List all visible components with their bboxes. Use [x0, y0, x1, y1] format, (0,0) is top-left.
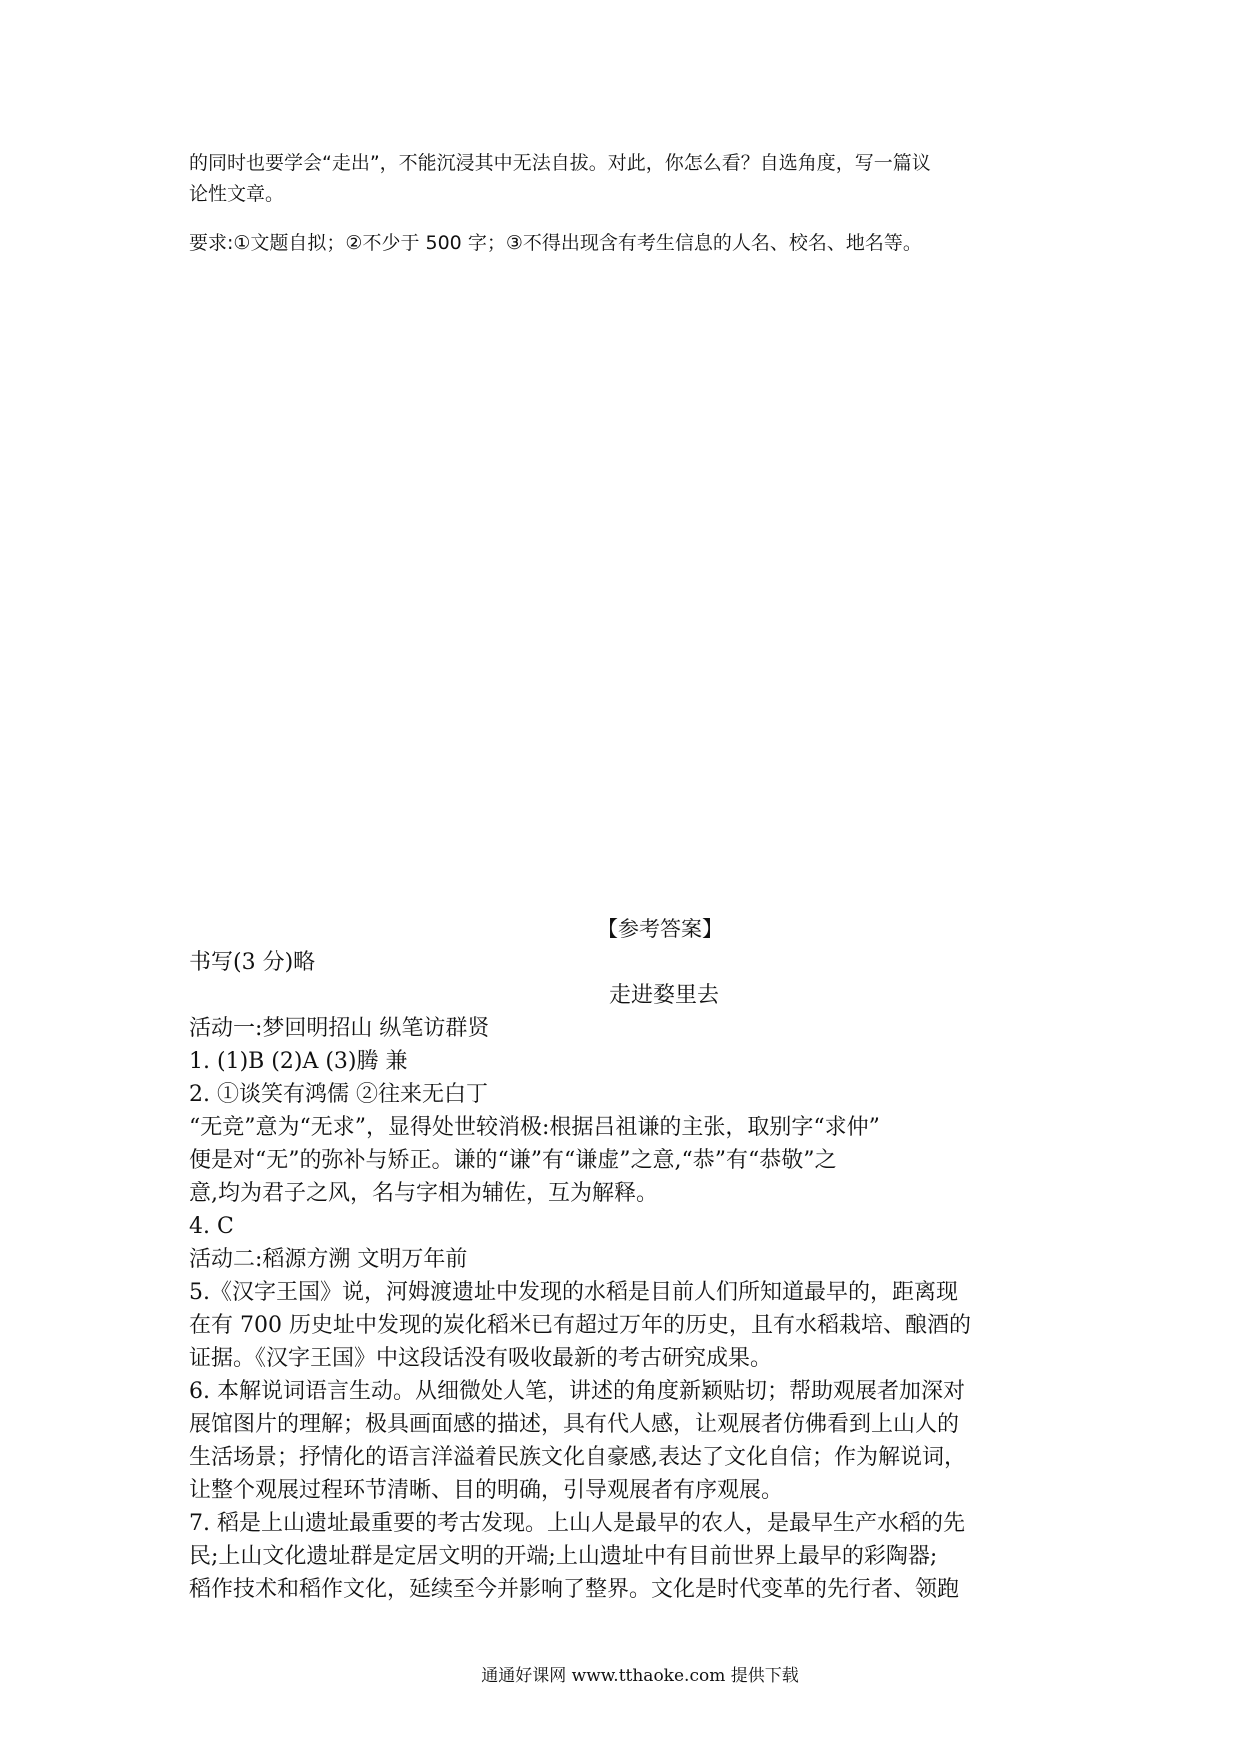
- activity-2-title: 活动二:稻源方溯 文明万年前: [189, 1247, 468, 1272]
- answer-7-line-1: 7. 稻是上山遗址最重要的考古发现。上山人是最早的农人，是最早生产水稻的先: [189, 1511, 965, 1536]
- answer-4: 4. C: [189, 1214, 234, 1239]
- prompt-line-2: 论性文章。: [189, 183, 285, 205]
- answer-6-line-4: 让整个观展过程环节清晰、目的明确，引导观展者有序观展。: [189, 1478, 784, 1503]
- answer-3-line-1: “无竞”意为“无求”，显得处世较消极:根据吕祖谦的主张，取别字“求仲”: [189, 1115, 880, 1140]
- answer-key-body: [189, 946, 1059, 1606]
- prompt-line-1: 的同时也要学会“走出”，不能沉浸其中无法自拔。对此，你怎么看？自选角度，写一篇议: [189, 152, 931, 174]
- essay-prompt: [189, 148, 1059, 259]
- answer-7-line-3: 稻作技术和稻作文化，延续至今并影响了整界。文化是时代变革的先行者、领跑: [189, 1577, 960, 1602]
- answer-5-line-1: 5.《汉字王国》说，河姆渡遗址中发现的水稻是目前人们所知道最早的，距离现: [189, 1280, 958, 1305]
- section-title: 走进婺里去: [608, 983, 719, 1008]
- answer-1: 1. (1)B (2)A (3)腾 兼: [189, 1049, 408, 1074]
- answer-6-line-2: 展馆图片的理解；极具画面感的描述，具有代人感，让观展者仿佛看到上山人的: [189, 1412, 960, 1437]
- activity-1-title: 活动一:梦回明招山 纵笔访群贤: [189, 1016, 490, 1041]
- answer-6-line-1: 6. 本解说词语言生动。从细微处人笔，讲述的角度新颖贴切；帮助观展者加深对: [189, 1379, 965, 1404]
- answer-2: 2. ①谈笑有鸿儒 ②往来无白丁: [189, 1082, 488, 1107]
- writing-score: 书写(3 分)略: [189, 950, 316, 975]
- answer-6-line-3: 生活场景；抒情化的语言洋溢着民族文化自豪感,表达了文化自信；作为解说词，: [189, 1445, 966, 1470]
- answer-3-line-3: 意,均为君子之风，名与字相为辅佐，互为解释。: [189, 1181, 658, 1206]
- answer-3-line-2: 便是对“无”的弥补与矫正。谦的“谦”有“谦虚”之意,“恭”有“恭敬”之: [189, 1148, 837, 1173]
- answer-7-line-2: 民;上山文化遗址群是定居文明的开端;上山遗址中有目前世界上最早的彩陶器;: [189, 1544, 938, 1569]
- answer-5-line-3: 证据。《汉字王国》中这段话没有吸收最新的考古研究成果。: [189, 1346, 773, 1371]
- answer-key-heading: 【参考答案】: [597, 917, 723, 941]
- prompt-requirements: 要求:①文题自拟；②不少于 500 字；③不得出现含有考生信息的人名、校名、地名等。: [189, 232, 922, 254]
- page-footer: 通通好课网 www.tthaoke.com 提供下载: [481, 1666, 799, 1686]
- answer-5-line-2: 在有 700 历史址中发现的炭化稻米已有超过万年的历史，且有水稻栽培、酿酒的: [189, 1313, 971, 1338]
